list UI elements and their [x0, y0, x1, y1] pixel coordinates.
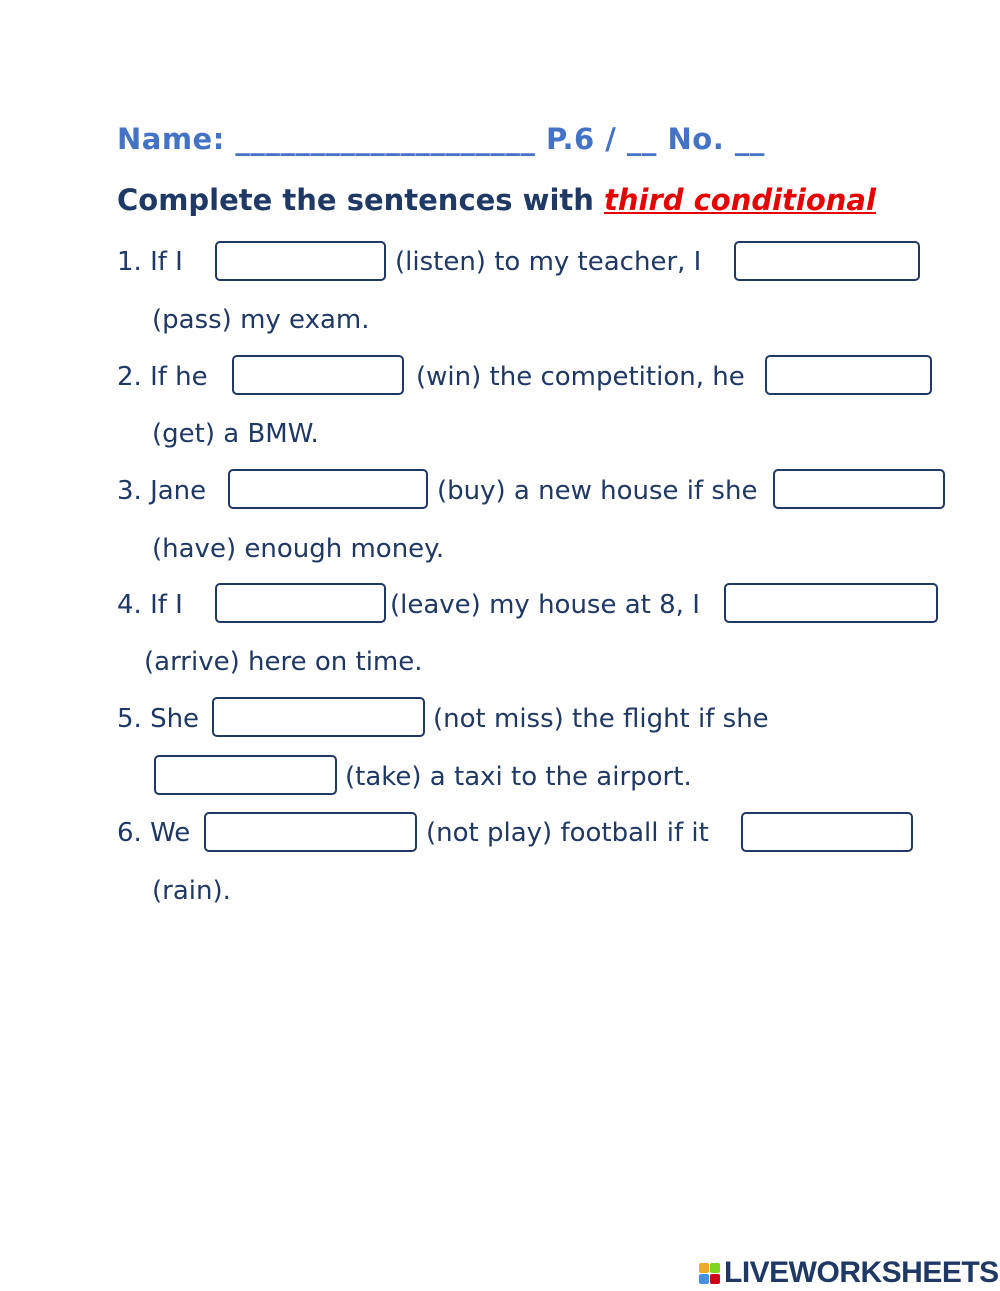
sentence-4-tail: (arrive) here on time. [144, 647, 423, 677]
sentence-4-mid: (leave) my house at 8, I [390, 590, 700, 620]
name-class-header: Name: ____________________ P.6 / __ No. __ [117, 122, 765, 156]
sentence-6-tail: (rain). [152, 876, 231, 906]
instruction-highlight: third conditional [604, 183, 876, 217]
sentence-5-mid: (not miss) the flight if she [433, 704, 769, 734]
sentence-3-lead: 3. Jane [117, 476, 207, 506]
logo-square-4 [710, 1274, 720, 1284]
answer-box-3b[interactable] [773, 469, 945, 509]
logo-mark-icon [699, 1263, 720, 1284]
answer-box-5a[interactable] [212, 697, 425, 737]
sentence-6-lead: 6. We [117, 818, 191, 848]
answer-box-2a[interactable] [232, 355, 404, 395]
sentence-3-tail: (have) enough money. [152, 534, 445, 564]
logo-square-2 [710, 1263, 720, 1273]
sentence-1-tail: (pass) my exam. [152, 305, 370, 335]
answer-box-5b[interactable] [154, 755, 337, 795]
liveworksheets-logo [699, 1256, 999, 1290]
answer-box-1b[interactable] [734, 241, 920, 281]
answer-box-3a[interactable] [228, 469, 428, 509]
sentence-2-lead: 2. If he [117, 362, 208, 392]
sentence-1-lead: 1. If I [117, 247, 183, 277]
sentence-5-tail: (take) a taxi to the airport. [345, 762, 692, 792]
logo-square-1 [699, 1263, 709, 1273]
sentence-2-mid: (win) the competition, he [416, 362, 745, 392]
answer-box-4a[interactable] [215, 583, 386, 623]
sentence-2-tail: (get) a BMW. [152, 419, 319, 449]
sentence-3-mid: (buy) a new house if she [437, 476, 758, 506]
sentence-4-lead: 4. If I [117, 590, 183, 620]
sentence-5-lead: 5. She [117, 704, 200, 734]
instruction-prefix: Complete the sentences with [117, 183, 604, 217]
answer-box-6b[interactable] [741, 812, 913, 852]
sentence-1-mid: (listen) to my teacher, I [395, 247, 702, 277]
answer-box-6a[interactable] [204, 812, 417, 852]
answer-box-1a[interactable] [215, 241, 386, 281]
sentence-6-mid: (not play) football if it [426, 818, 709, 848]
instruction-heading [117, 183, 876, 217]
logo-text: LIVEWORKSHEETS [724, 1256, 999, 1289]
answer-box-2b[interactable] [765, 355, 932, 395]
answer-box-4b[interactable] [724, 583, 938, 623]
logo-square-3 [699, 1274, 709, 1284]
